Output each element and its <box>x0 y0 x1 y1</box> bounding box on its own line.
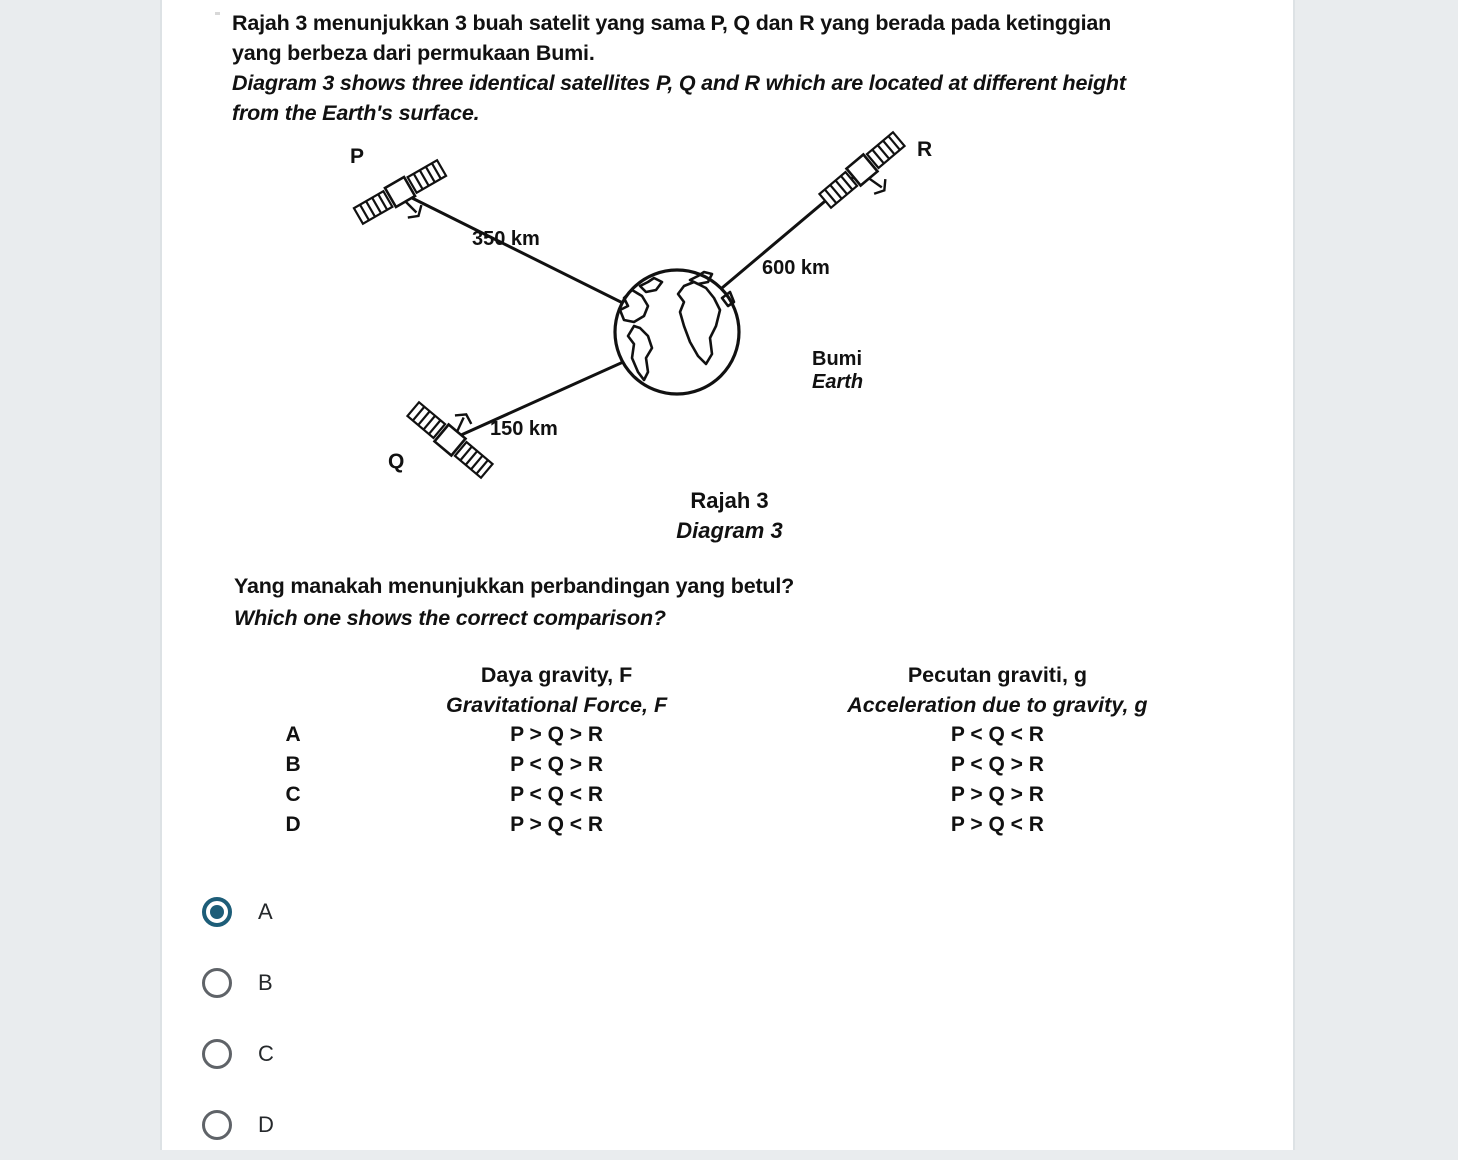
diagram-3 <box>332 130 1012 490</box>
satellite-r-icon <box>818 131 918 224</box>
answer-choice-c[interactable] <box>202 1018 802 1089</box>
row-letter: D <box>285 813 301 836</box>
header-accel-col <box>761 660 1234 720</box>
satellite-r-label: R <box>917 138 933 161</box>
earth-label-malay: Bumi <box>812 348 862 370</box>
row-force: P < Q < R <box>510 783 604 806</box>
diagram-svg <box>332 130 1012 490</box>
earth-globe <box>615 270 739 394</box>
question-prompt-english: Which one shows the correct comparison? <box>234 606 666 630</box>
header-force-malay: Daya gravity, F <box>480 663 633 687</box>
table-row <box>234 780 1234 810</box>
question-prompt-malay: Yang manakah menunjukkan perbandingan yang betul? <box>234 574 795 598</box>
satellite-p-icon <box>353 158 457 242</box>
document-sheet <box>160 0 1295 1150</box>
answer-choice-d[interactable] <box>202 1089 802 1160</box>
radio-button-a[interactable] <box>202 897 232 927</box>
answer-choice-b-label: B <box>258 969 273 995</box>
header-force-english: Gravitational Force, F <box>446 693 668 717</box>
answer-choice-a[interactable] <box>202 876 802 947</box>
answer-choice-d-label: D <box>258 1111 274 1137</box>
table-row <box>234 750 1234 780</box>
question-stem <box>232 8 1132 128</box>
row-accel: P > Q < R <box>950 813 1044 836</box>
row-letter: A <box>285 723 301 746</box>
diagram-caption-malay: Rajah 3 <box>690 488 769 513</box>
row-accel: P > Q > R <box>950 783 1044 806</box>
row-letter: B <box>285 753 301 776</box>
header-accel-malay: Pecutan graviti, g <box>907 663 1088 687</box>
header-letter-col <box>234 660 352 720</box>
header-accel-english: Acceleration due to gravity, g <box>847 693 1148 717</box>
options-table <box>234 660 1234 840</box>
answer-choice-list <box>202 876 802 1160</box>
header-force-col <box>352 660 761 720</box>
row-force: P > Q > R <box>510 723 604 746</box>
row-force: P < Q > R <box>510 753 604 776</box>
table-row <box>234 810 1234 840</box>
earth-label-english: Earth <box>812 371 864 393</box>
row-letter: C <box>285 783 301 806</box>
satellite-p-label: P <box>350 145 365 168</box>
stem-malay: Rajah 3 menunjukkan 3 buah satelit yang sama P, Q dan R yang berada pada ketinggian yang berbeza dari permukaan Bumi. <box>232 11 1112 65</box>
row-force: P > Q < R <box>510 813 604 836</box>
row-accel: P < Q > R <box>950 753 1044 776</box>
options-table-body <box>234 720 1234 840</box>
distance-r-label: 600 km <box>762 257 830 279</box>
answer-choice-a-label: A <box>258 898 273 924</box>
distance-q-label: 150 km <box>490 418 558 440</box>
distance-p-label: 350 km <box>472 228 540 250</box>
row-accel: P < Q < R <box>950 723 1044 746</box>
radio-button-d[interactable] <box>202 1110 232 1140</box>
satellite-q-label: Q <box>388 450 405 473</box>
radio-button-b[interactable] <box>202 968 232 998</box>
answer-choice-b[interactable] <box>202 947 802 1018</box>
radio-button-c[interactable] <box>202 1039 232 1069</box>
scanned-question-body <box>162 0 1297 860</box>
stem-english: Diagram 3 shows three identical satellites P, Q and R which are located at different height from the Earth's surface. <box>232 71 1126 125</box>
diagram-caption-english: Diagram 3 <box>676 518 783 543</box>
table-row <box>234 720 1234 750</box>
options-table-header-row <box>234 660 1234 720</box>
answer-choice-c-label: C <box>258 1040 274 1066</box>
